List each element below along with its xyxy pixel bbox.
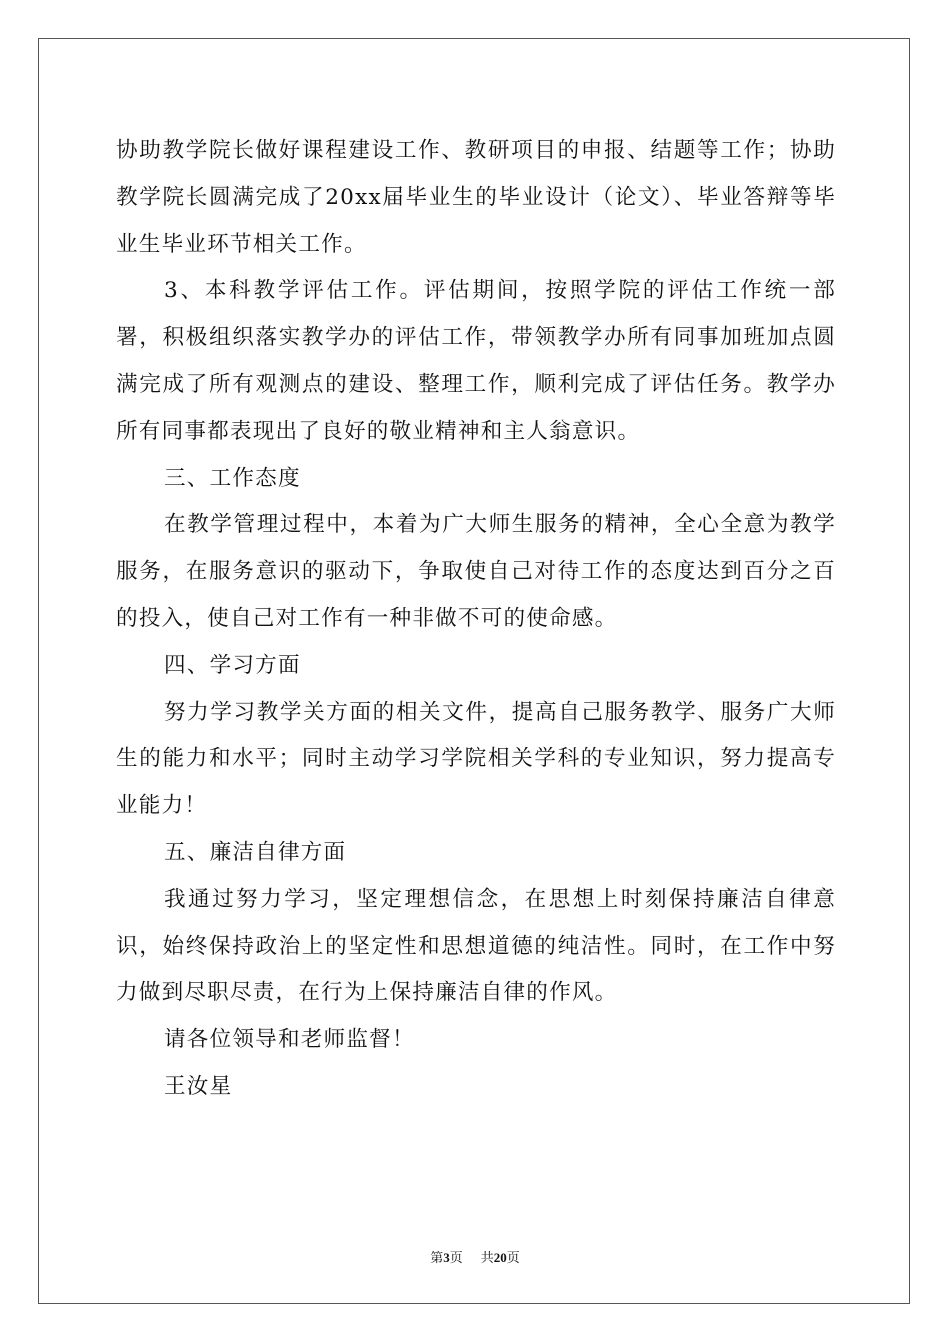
page-footer (0, 1247, 950, 1266)
paragraph-continued: 协助教学院长做好课程建设工作、教研项目的申报、结题等工作；协助教学院长圆满完成了20xx届毕业生的毕业设计（论文）、毕业答辩等毕业生毕业环节相关工作。 (116, 138, 836, 257)
footer-page-suffix: 页 (449, 1250, 463, 1265)
footer-total-prefix: 共 (480, 1250, 494, 1265)
footer-total-suffix: 页 (506, 1250, 520, 1265)
closing-request: 请各位领导和老师监督！ (164, 1027, 415, 1053)
footer-page-prefix: 第 (430, 1250, 444, 1265)
section-heading-learning: 四、学习方面 (164, 652, 301, 678)
author-signature: 王汝星 (164, 1073, 233, 1099)
section-heading-integrity: 五、廉洁自律方面 (164, 839, 347, 865)
paragraph-evaluation-work: 3、本科教学评估工作。评估期间，按照学院的评估工作统一部署，积极组织落实教学办的评估工作，带领教学办所有同事加班加点圆满完成了所有观测点的建设、整理工作，顺利完成了评估任务。教学办所有同事都表现出了良好的敬业精神和主人翁意识。 (116, 278, 836, 444)
paragraph-work-attitude: 在教学管理过程中，本着为广大师生服务的精神，全心全意为教学服务，在服务意识的驱动下，争取使自己对待工作的态度达到百分之百的投入，使自己对工作有一种非做不可的使命感。 (116, 512, 836, 631)
paragraph-learning: 努力学习教学关方面的相关文件，提高自己服务教学、服务广大师生的能力和水平；同时主动学习学院相关学科的专业知识，努力提高专业能力！ (116, 699, 836, 819)
footer-total-pages: 20 (493, 1250, 507, 1265)
paragraph-integrity: 我通过努力学习，坚定理想信念，在思想上时刻保持廉洁自律意识，始终保持政治上的坚定性和思想道德的纯洁性。同时，在工作中努力做到尽职尽责，在行为上保持廉洁自律的作风。 (116, 886, 836, 1006)
footer-page-number: 3 (443, 1250, 450, 1265)
section-heading-work-attitude: 三、工作态度 (164, 465, 301, 491)
document-body (116, 128, 836, 1111)
